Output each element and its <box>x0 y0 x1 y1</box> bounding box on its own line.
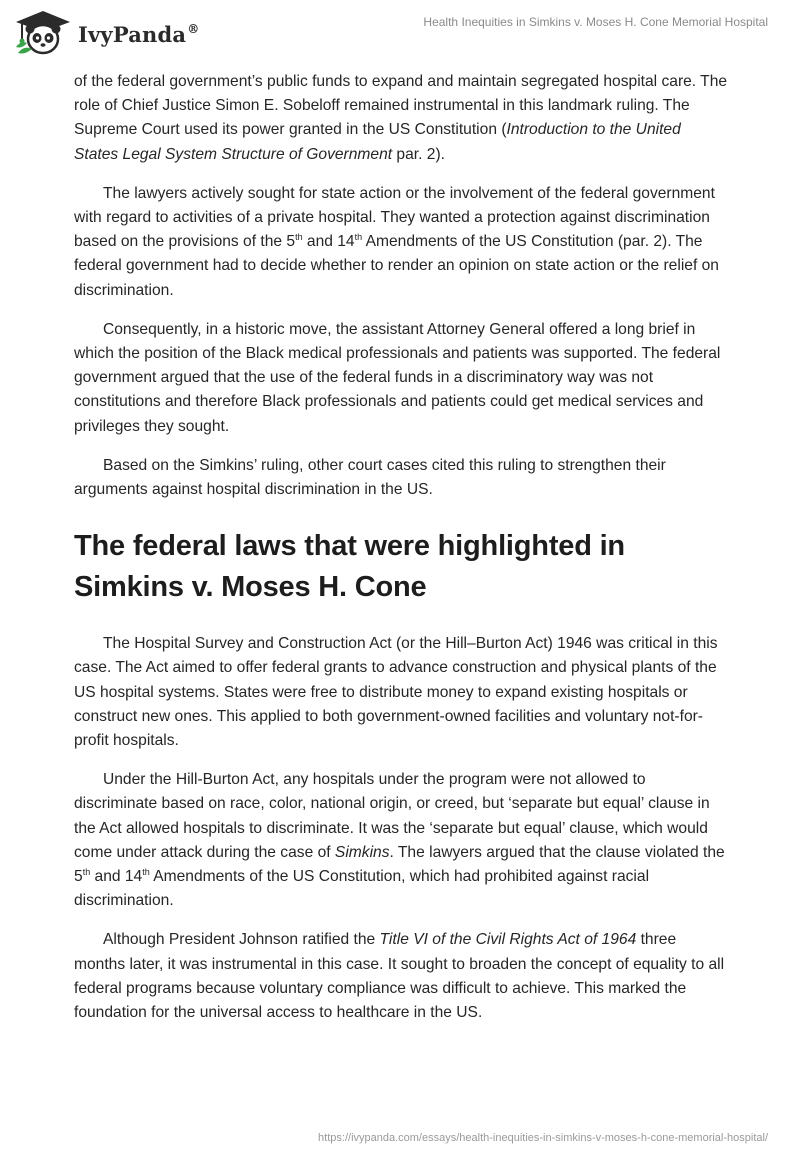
cited-source: Introduction to the United States Legal System Structure of Government <box>74 121 681 163</box>
act-title: Title VI of the Civil Rights Act of 1964 <box>379 931 637 949</box>
paragraph-4: Based on the Simkins’ ruling, other court cases cited this ruling to strengthen their arguments against hospital discrimination in the US. <box>74 456 666 499</box>
paragraph-5: The Hospital Survey and Construction Act (or the Hill–Burton Act) 1946 was critical in this case. The Act aimed to offer federal grants to advance construction and physical plants of the US hospital systems. States were free to distribute money to expand existing hospitals or construct new ones. This applied to both government-owned facilities and voluntary not-for-profit hospitals. <box>74 635 718 750</box>
source-url[interactable]: https://ivypanda.com/essays/health-inequities-in-simkins-v-moses-h-cone-memorial-hospital/ <box>318 1132 768 1144</box>
essay-body <box>74 70 728 1040</box>
document-title: Health Inequities in Simkins v. Moses H. Cone Memorial Hospital <box>423 15 768 29</box>
paragraph-6: Under the Hill-Burton Act, any hospitals under the program were not allowed to discriminate based on race, color, national origin, or creed, but ‘separate but equal’ clause in the Act allowed hospitals to discriminate. It was the ‘separate but equal’ clause, which would come under attack during the case of Simkins. The lawyers argued that the clause violated the 5th and 14th Amendments of the US Constitution, which had prohibited against racial discrimination. <box>74 771 725 910</box>
ivypanda-logo[interactable] <box>14 9 199 57</box>
case-name: Simkins <box>334 843 390 861</box>
paragraph-7: Although President Johnson ratified the Title VI of the Civil Rights Act of 1964 three months later, it was instrumental in this case. It sought to broaden the concept of equality to all federal programs because voluntary compliance was difficult to achieve. This marked the foundation for the universal access to healthcare in the US. <box>74 931 725 1022</box>
brand-name: IvyPanda® <box>78 21 200 47</box>
paragraph-1: of the federal government’s public funds to expand and maintain segregated hospital care. The role of Chief Justice Simon E. Sobeloff remained instrumental in this landmark ruling. The Supreme Court used its power granted in the US Constitution (Introduction to the United States Legal System Structure of Government par. 2). <box>74 73 728 163</box>
section-heading: The federal laws that were highlighted in Simkins v. Moses H. Cone <box>74 530 625 604</box>
panda-graduate-icon <box>14 9 72 57</box>
paragraph-3: Consequently, in a historic move, the assistant Attorney General offered a long brief in which the position of the Black medical professionals and patients was supported. The federal government argued that the use of the federal funds in a discriminatory way was not constitutions and therefore Black professionals and patients could get medical services and privileges they sought. <box>74 320 721 435</box>
paragraph-2: The lawyers actively sought for state action or the involvement of the federal government with regard to activities of a private hospital. They wanted a protection against discrimination based on the provisions of the 5th and 14th Amendments of the US Constitution (par. 2). The federal government had to decide whether to render an opinion on state action or the relief on discrimination. <box>74 184 719 299</box>
page-header <box>0 0 800 72</box>
